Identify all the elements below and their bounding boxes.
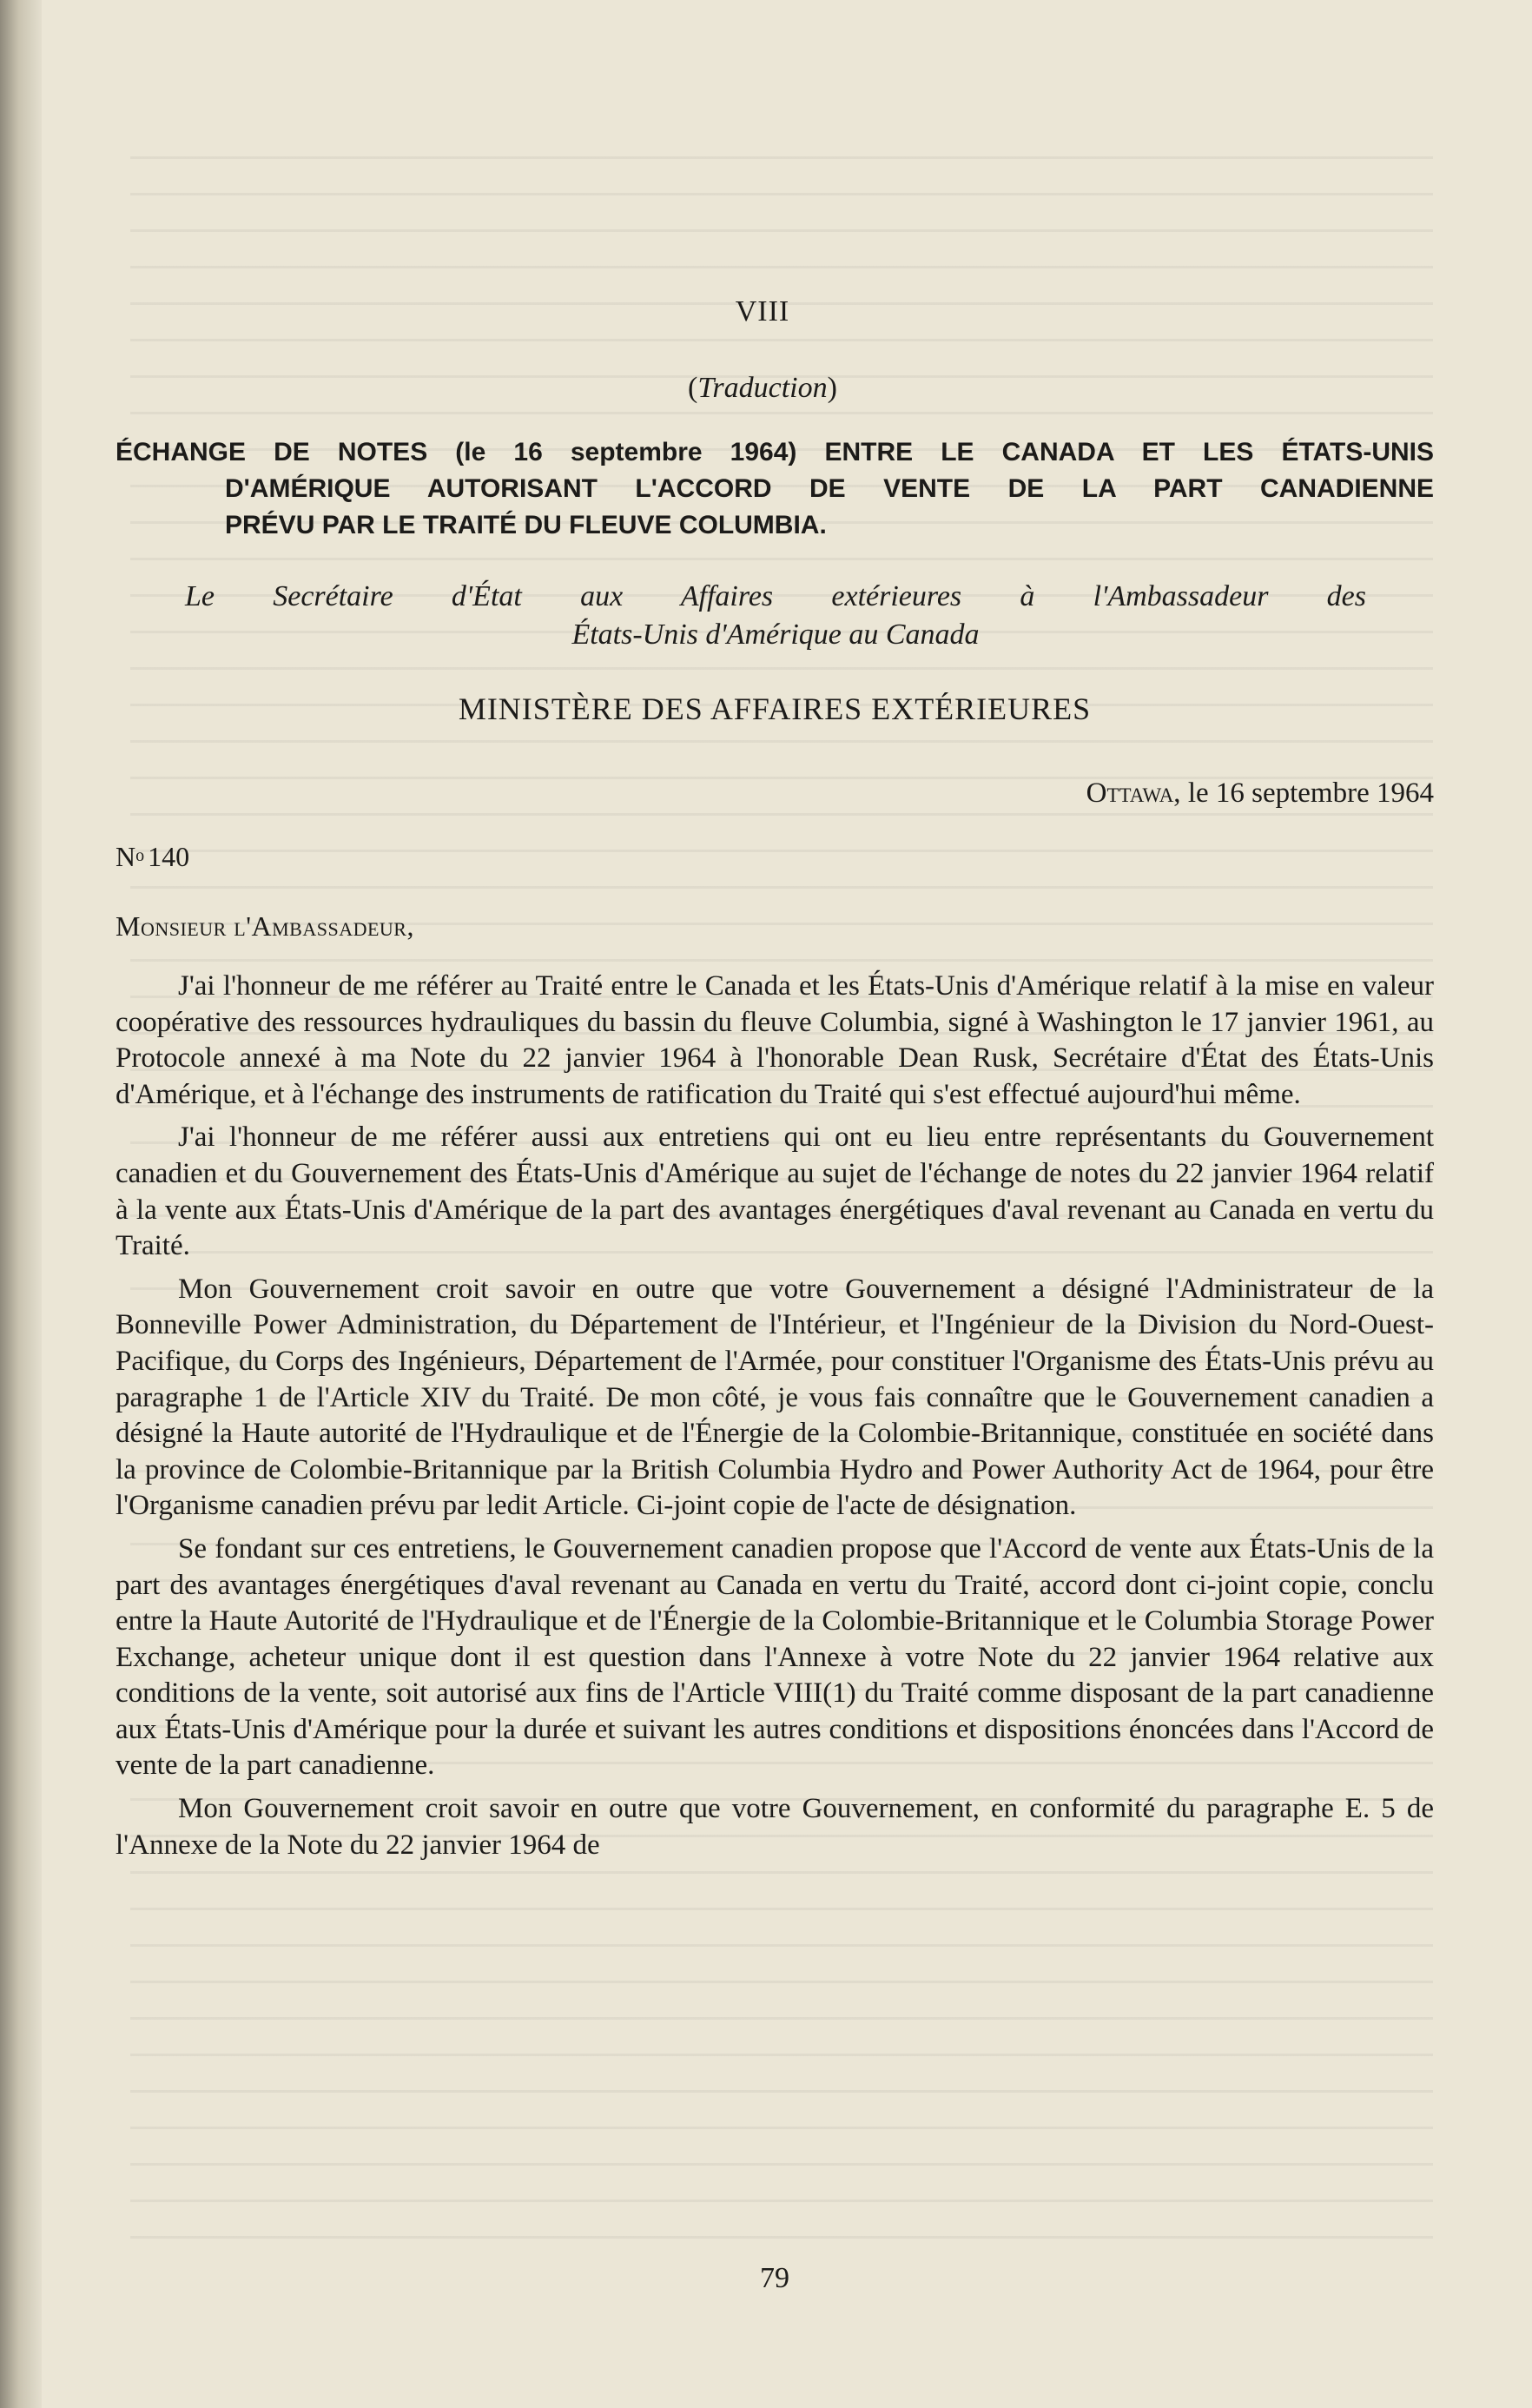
- sender-recipient: [185, 578, 1366, 654]
- heading-line-2: D'AMÉRIQUE AUTORISANT L'ACCORD DE VENTE DE LA PART CANADIENNE: [225, 474, 1434, 503]
- note-number-prefix: N: [116, 841, 136, 872]
- note-number-value: 140: [148, 841, 190, 872]
- dateline: [1086, 777, 1434, 810]
- heading-line-3: PRÉVU PAR LE TRAITÉ DU FLEUVE COLUMBIA.: [225, 511, 827, 539]
- letter-body: [116, 969, 1434, 1870]
- salutation: Monsieur l'Ambassadeur,: [116, 910, 414, 942]
- paragraph: Mon Gouvernement croit savoir en outre que votre Gouvernement, en conformité du paragraphe E. 5 de l'Annexe de la Note du 22 janvier 1964 de: [116, 1793, 1434, 1861]
- paragraph: J'ai l'honneur de me référer aussi aux entretiens qui ont eu lieu entre représentants du Gouvernement canadien et du Gouvernement des États-Unis d'Amérique au sujet de l'échange de notes du 22 janvier 1964 relatif à la vente aux États-Unis d'Amérique de la part des avantages énergétiques d'aval revenant au Canada en vertu du Traité.: [116, 1121, 1434, 1262]
- paragraph: Mon Gouvernement croit savoir en outre que votre Gouvernement a désigné l'Administrateur de la Bonneville Power Administration, du Département de l'Intérieur, et l'Ingénieur de la Division du Nord-Ouest-Pacifique, du Corps des Ingénieurs, Département de l'Armée, pour constituer l'Organisme des États-Unis prévu au paragraphe 1 de l'Article XIV du Traité. De mon côté, je vous fais connaître que le Gouvernement canadien a désigné la Haute autorité de l'Hydraulique et de l'Énergie de la Colombie-Britannique, constituée en société dans la province de Colombie-Britannique par la British Columbia Hydro and Power Authority Act de 1964, pour être l'Organisme canadien prévu par ledit Article. Ci-joint copie de l'acte de désignation.: [116, 1273, 1434, 1522]
- document-page: [116, 0, 1434, 2408]
- page-number: 79: [760, 2262, 789, 2294]
- translation-label-text: Traduction: [697, 372, 828, 404]
- note-number-sup: o: [135, 846, 145, 865]
- page-gutter-shadow: [0, 0, 42, 2408]
- dateline-date: le 16 septembre 1964: [1187, 777, 1434, 809]
- note-number: [116, 841, 189, 873]
- sender-line-2: États-Unis d'Amérique au Canada: [571, 619, 980, 651]
- translation-label: (Traduction): [688, 372, 837, 404]
- paragraph: J'ai l'honneur de me référer au Traité entre le Canada et les États-Unis d'Amérique relatif à la mise en valeur coopérative des ressources hydrauliques du bassin du fleuve Columbia, signé à Washington le 17 janvier 1961, au Protocole annexé à ma Note du 22 janvier 1964 à l'honorable Dean Rusk, Secrétaire d'État des États-Unis d'Amérique, et à l'échange des instruments de ratification du Traité qui s'est effectué aujourd'hui même.: [116, 970, 1434, 1110]
- sender-line-1: Le Secrétaire d'État aux Affaires extérieures à l'Ambassadeur des: [185, 580, 1366, 612]
- dateline-place: Ottawa,: [1086, 777, 1181, 809]
- heading-line-1: ÉCHANGE DE NOTES (le 16 septembre 1964) ENTRE LE CANADA ET LES ÉTATS-UNIS: [116, 438, 1434, 466]
- paragraph: Se fondant sur ces entretiens, le Gouvernement canadien propose que l'Accord de vente aux États-Unis de la part des avantages énergétiques d'aval revenant au Canada en vertu du Traité, accord dont ci-joint copie, conclu entre la Haute Autorité de l'Hydraulique et de l'Énergie de la Colombie-Britannique et le Columbia Storage Power Exchange, acheteur unique dont il est question dans l'Annexe à votre Note du 22 janvier 1964 relative aux conditions de la vente, soit autorisé aux fins de l'Article VIII(1) du Traité comme disposant de la part canadienne aux États-Unis d'Amérique pour la durée et suivant les autres conditions et dispositions énoncées dans l'Accord de vente de la part canadienne.: [116, 1532, 1434, 1782]
- document-heading: [116, 434, 1434, 544]
- ministry-title: MINISTÈRE DES AFFAIRES EXTÉRIEURES: [458, 691, 1092, 726]
- section-number: VIII: [735, 295, 790, 327]
